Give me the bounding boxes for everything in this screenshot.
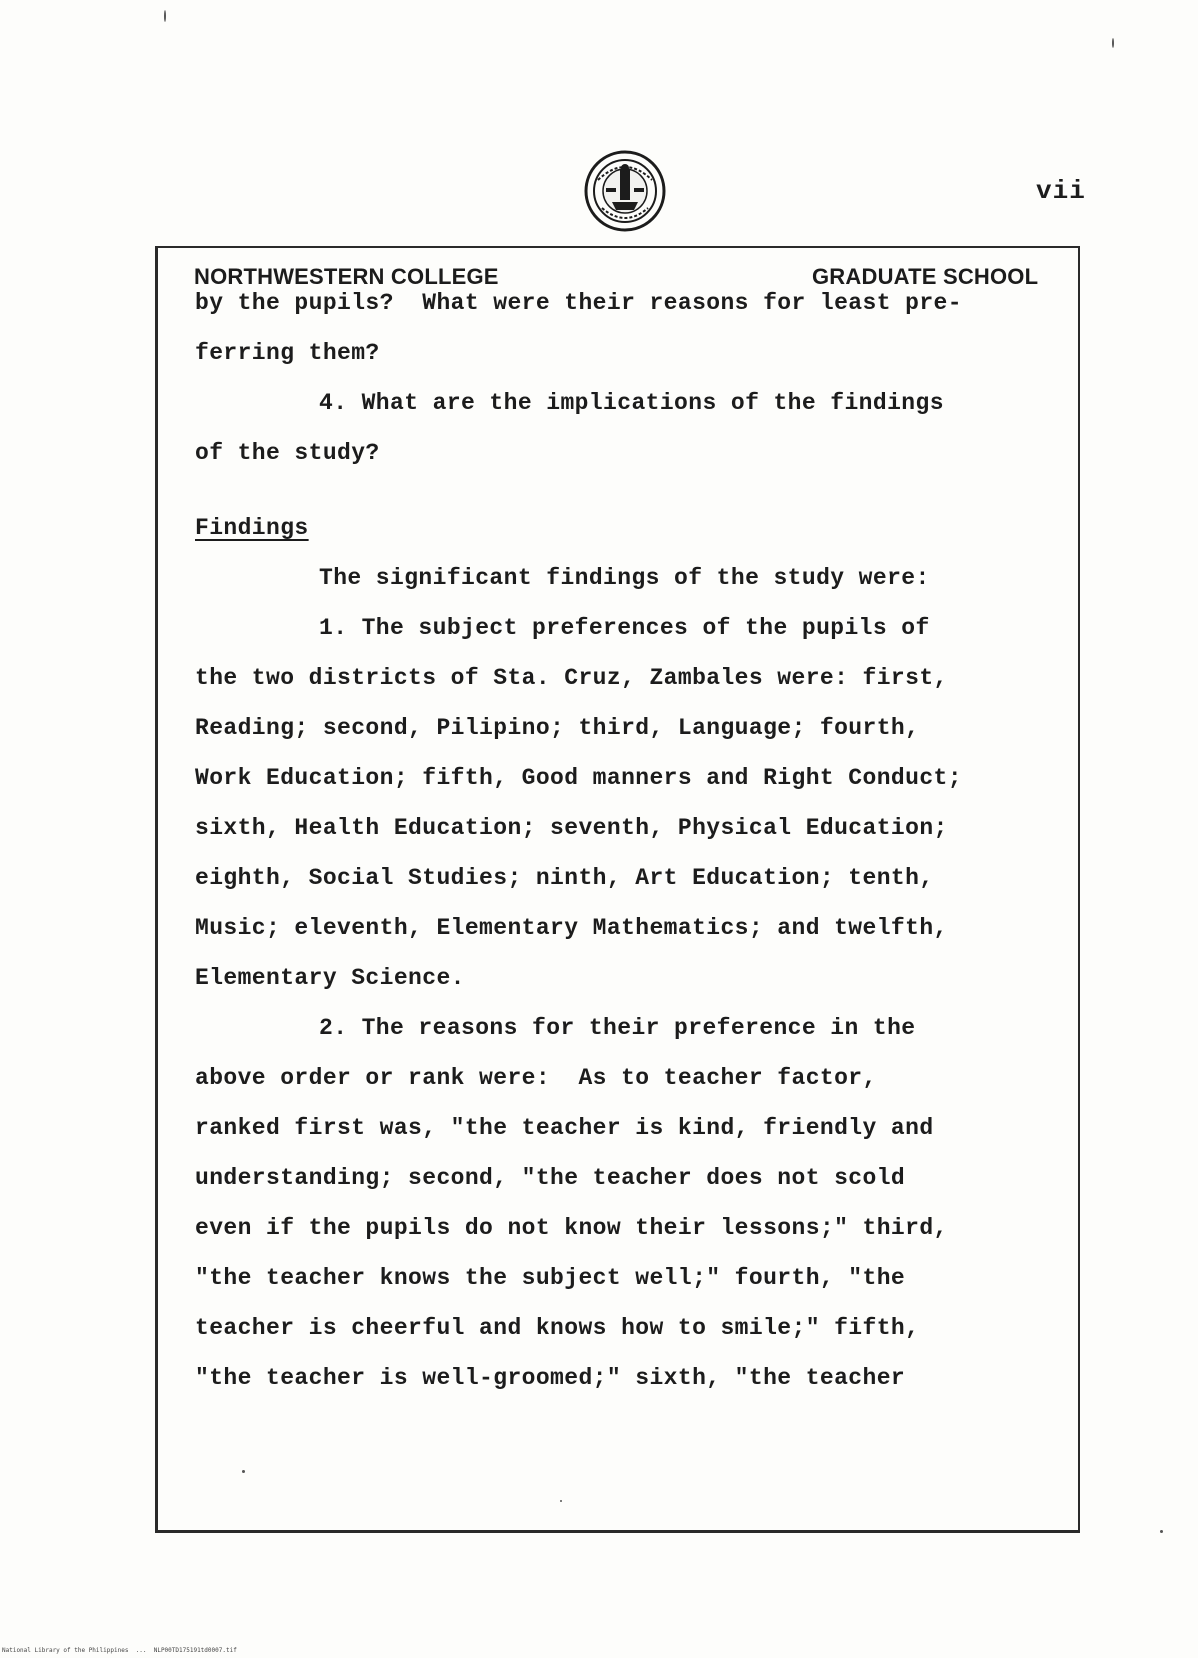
section-heading: Findings xyxy=(195,515,309,541)
scan-speck xyxy=(164,10,166,22)
text-line: teacher is cheerful and knows how to smile;" fifth, xyxy=(195,1315,920,1341)
text-line: 1. The subject preferences of the pupils of xyxy=(319,615,930,641)
text-line: Music; eleventh, Elementary Mathematics; and twelfth, xyxy=(195,915,948,941)
text-line: ferring them? xyxy=(195,340,380,366)
text-line: by the pupils? What were their reasons for least pre- xyxy=(195,290,962,316)
header-institution: NORTHWESTERN COLLEGE xyxy=(194,264,499,289)
text-line: Work Education; fifth, Good manners and Right Conduct; xyxy=(195,765,962,791)
text-line: Reading; second, Pilipino; third, Language; fourth, xyxy=(195,715,920,741)
scan-speck xyxy=(560,1500,562,1502)
scan-footer: National Library of the Philippines ... NLP00TD175191td0007.tif xyxy=(2,1647,237,1654)
scan-speck xyxy=(242,1470,245,1473)
text-line: The significant findings of the study were: xyxy=(319,565,930,591)
text-line: the two districts of Sta. Cruz, Zambales were: first, xyxy=(195,665,948,691)
text-line: of the study? xyxy=(195,440,380,466)
text-line: sixth, Health Education; seventh, Physical Education; xyxy=(195,815,948,841)
text-line: "the teacher is well-groomed;" sixth, "the teacher xyxy=(195,1365,906,1391)
text-line: 2. The reasons for their preference in the xyxy=(319,1015,916,1041)
scan-speck xyxy=(1112,38,1114,48)
text-line: above order or rank were: As to teacher factor, xyxy=(195,1065,877,1091)
college-seal-icon xyxy=(584,150,666,232)
text-line: "the teacher knows the subject well;" fourth, "the xyxy=(195,1265,906,1291)
text-line: 4. What are the implications of the findings xyxy=(319,390,944,416)
text-line: ranked first was, "the teacher is kind, friendly and xyxy=(195,1115,934,1141)
page-number: vii xyxy=(1036,176,1086,206)
text-line: eighth, Social Studies; ninth, Art Education; tenth, xyxy=(195,865,934,891)
text-line: even if the pupils do not know their lessons;" third, xyxy=(195,1215,948,1241)
text-line: Elementary Science. xyxy=(195,965,465,991)
text-line: understanding; second, "the teacher does not scold xyxy=(195,1165,906,1191)
header-school: GRADUATE SCHOOL xyxy=(812,264,1039,289)
scan-speck xyxy=(1160,1530,1163,1533)
